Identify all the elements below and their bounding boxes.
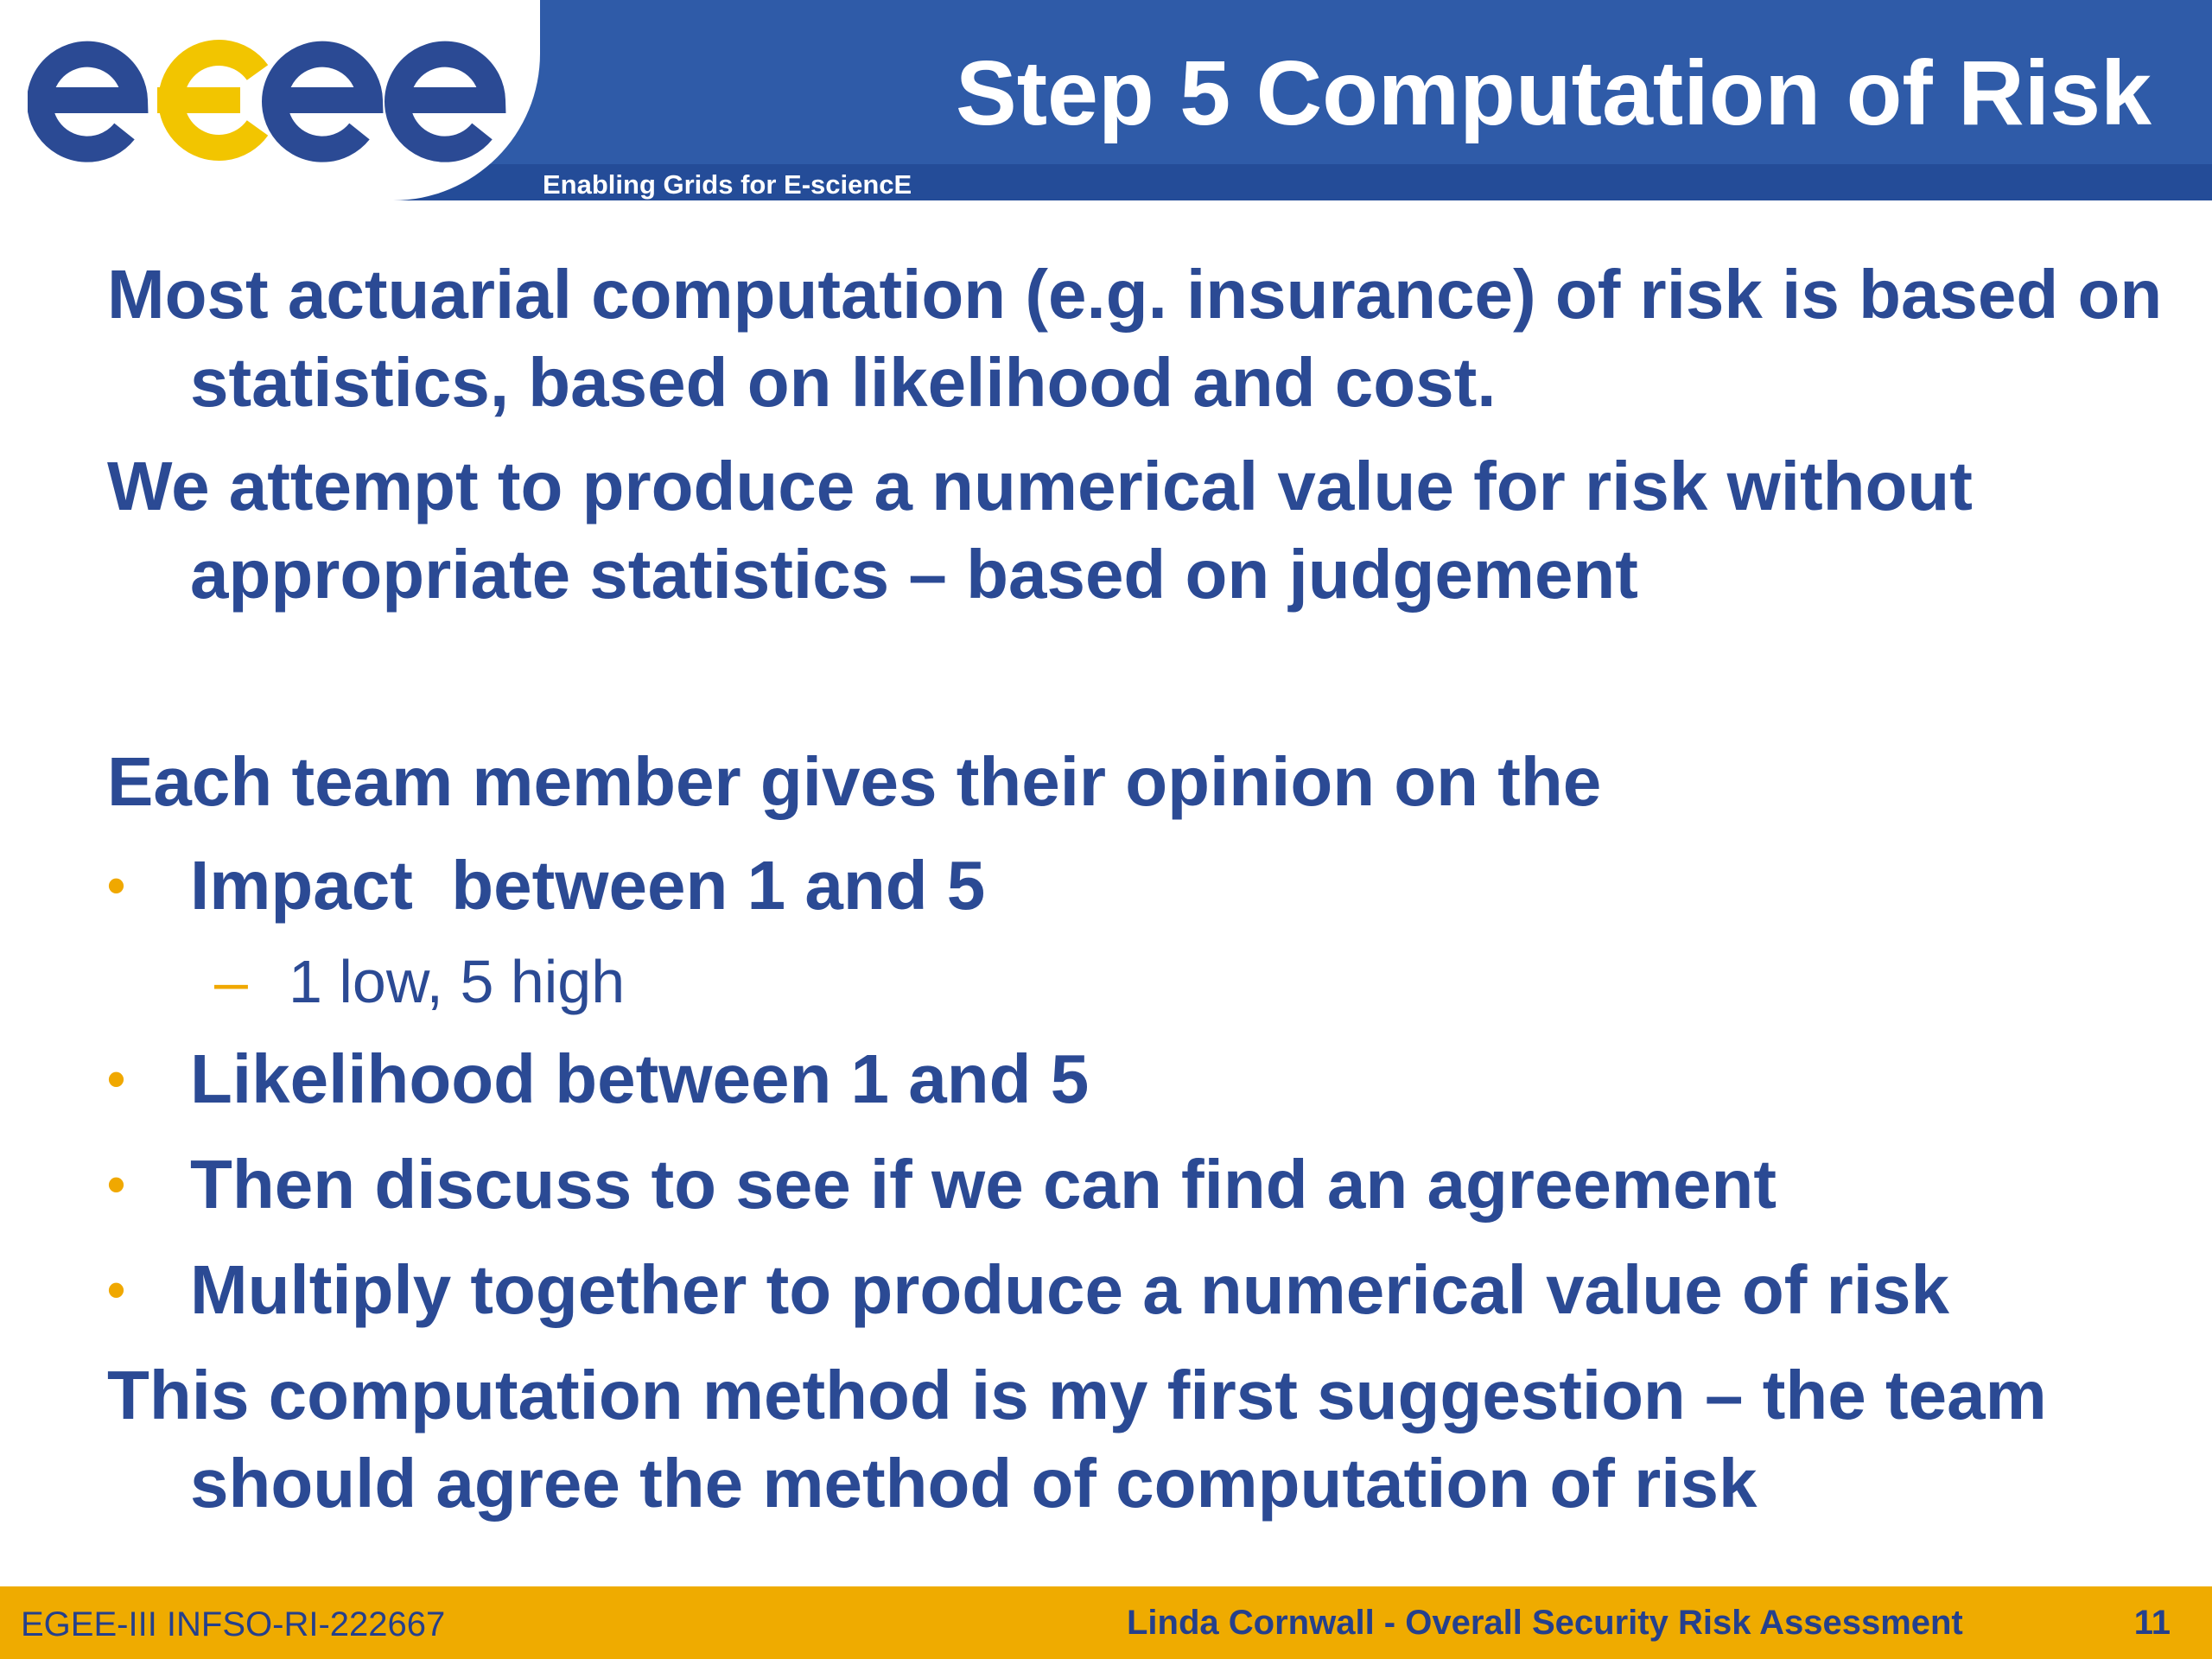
tagline: Enabling Grids for E-sciencE (543, 169, 912, 200)
bullet-dot: • (107, 1155, 126, 1213)
bullet-text: Likelihood between 1 and 5 (190, 1040, 1090, 1117)
paragraph-suggestion: This computation method is my first suggestion – the team should agree the method of computation of risk (107, 1357, 2047, 1522)
sub-bullet-scale (107, 940, 2164, 1023)
bullet-dot: • (107, 1261, 126, 1319)
paragraph-numerical-value: We attempt to produce a numerical value for risk without appropriate statistics – based on judgement (107, 448, 1973, 613)
paragraph-actuarial: Most actuarial computation (e.g. insurance) of risk is based on statistics, based on likelihood and cost. (107, 256, 2163, 421)
page-number: 11 (2133, 1604, 2171, 1642)
bullet-dot: • (107, 1050, 126, 1108)
bullet-dot: • (107, 856, 126, 914)
bullet-text: Multiply together to produce a numerical value of risk (190, 1251, 1949, 1328)
slide-title: Step 5 Computation of Risk (956, 42, 2152, 144)
sub-bullet-dash: – (214, 948, 248, 1015)
paragraph-team-opinion: Each team member gives their opinion on the (107, 743, 1602, 820)
bullet-impact (107, 842, 2164, 930)
bullet-discuss (107, 1141, 2164, 1229)
footer-presentation-title: Linda Cornwall - Overall Security Risk Assessment (1127, 1604, 1963, 1642)
footer-project-id: EGEE-III INFSO-RI-222667 (21, 1605, 446, 1643)
sub-bullet-text: 1 low, 5 high (289, 948, 626, 1015)
bullet-multiply (107, 1246, 2164, 1334)
spacer (107, 634, 2164, 738)
slide-content (107, 251, 2164, 1543)
bullet-text: Then discuss to see if we can find an agreement (190, 1146, 1777, 1223)
bullet-likelihood (107, 1035, 2164, 1123)
footer-bar (0, 1586, 2212, 1659)
bullet-text: Impact between 1 and 5 (190, 847, 986, 924)
egee-logo (28, 24, 512, 175)
